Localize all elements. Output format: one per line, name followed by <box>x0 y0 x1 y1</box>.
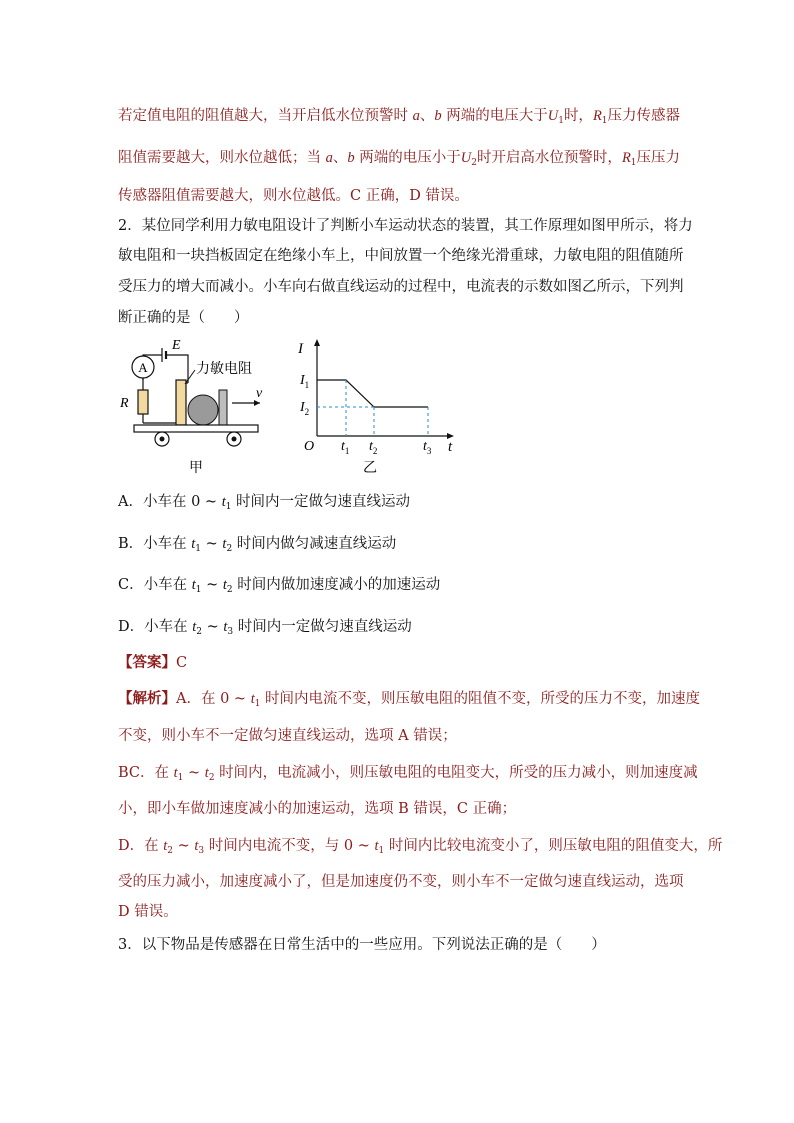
t2-label <box>369 439 377 456</box>
var-t: t <box>163 838 168 854</box>
velocity-label: v <box>256 386 263 401</box>
prev-answer-line-1 <box>118 106 681 131</box>
wheel-right-hub <box>232 437 237 442</box>
figure-jia-circuit <box>110 335 280 480</box>
figure-yi-caption: 乙 <box>363 460 377 476</box>
sensor-label: 力敏电阻 <box>196 361 252 377</box>
figure-jia-caption: 甲 <box>189 460 203 476</box>
text: B．小车在 <box>118 536 192 552</box>
subscript: 2 <box>167 846 174 856</box>
text: 时开启高水位预警时， <box>476 150 622 166</box>
option-b <box>118 534 678 559</box>
subscript: 2 <box>226 544 233 554</box>
text: BC．在 <box>118 765 174 781</box>
ball-icon <box>188 395 218 425</box>
I2-sub: 2 <box>304 407 310 417</box>
t1-sub: 1 <box>344 446 350 456</box>
text: D．在 <box>118 838 164 854</box>
y-axis-label: I <box>298 341 303 357</box>
analysis-p2-line-2: 小，即小车做加速度减小的加速运动，选项 B 错误，C 正确； <box>118 801 517 817</box>
var-R: R <box>621 150 631 166</box>
I1-label <box>299 373 309 390</box>
origin-label: O <box>304 439 315 454</box>
text: C．小车在 <box>118 577 192 593</box>
I1-letter: I <box>300 373 305 388</box>
I2-label <box>299 400 309 417</box>
var-t: t <box>192 619 197 635</box>
question2-line-3: 受压力的增大而减小。小车向右做直线运动的过程中，电流表的示数如图乙所示，下列判 <box>118 279 684 295</box>
question2-line-4: 断正确的是（ ） <box>118 310 249 326</box>
analysis-p1-line-1 <box>118 689 701 714</box>
text: 时间内做加速度减小的加速运动 <box>232 577 441 593</box>
wheel-left-hub <box>160 437 165 442</box>
t3-letter: t <box>423 439 427 454</box>
subscript: 1 <box>378 846 385 856</box>
figure-yi-graph <box>290 335 465 480</box>
subscript: 2 <box>208 773 215 783</box>
text: 两端的电压小于 <box>354 150 461 166</box>
force-sensor-icon <box>176 380 186 425</box>
answer-line <box>118 653 678 673</box>
sensor-pointer <box>185 370 195 384</box>
var-t: t <box>221 494 226 510</box>
text: 时间内一定做匀速直线运动 <box>233 619 412 635</box>
var-t: t <box>173 765 178 781</box>
var-U: U <box>547 108 559 124</box>
var-a: a <box>412 108 420 124</box>
var-R: R <box>592 108 602 124</box>
subscript: 1 <box>195 585 202 595</box>
subscript: 3 <box>198 846 205 856</box>
var-t: t <box>222 536 227 552</box>
subscript: 1 <box>225 502 232 512</box>
var-t: t <box>250 691 255 707</box>
text: 时间内电流不变，则压敏电阻的阻值不变，所受的压力不变，加速度 <box>260 691 701 707</box>
option-d <box>118 617 678 642</box>
var-t: t <box>204 765 209 781</box>
t2-letter: t <box>369 439 373 454</box>
wire-top-right <box>166 355 188 383</box>
text: 两端的电压大于 <box>441 108 548 124</box>
text: ~ <box>201 536 223 552</box>
text: A．小车在 0 ~ <box>118 494 222 510</box>
text: 时间内，电流减小，则压敏电阻的电阻变大，所受的压力减小，则加速度减 <box>214 765 698 781</box>
analysis-p3-line-3: D 错误。 <box>118 904 178 920</box>
prev-answer-line-2 <box>118 148 681 173</box>
question2-line-2: 敏电阻和一块挡板固定在绝缘小车上，中间放置一个绝缘光滑重球，力敏电阻的阻值随所 <box>118 248 684 264</box>
var-b: b <box>347 150 355 166</box>
text: 阻值需要越大，则水位越低；当 <box>118 150 326 166</box>
var-t: t <box>222 577 227 593</box>
t3-sub: 3 <box>426 446 432 456</box>
resistor-label: R <box>120 396 129 411</box>
var-U: U <box>460 150 472 166</box>
t1-label <box>341 439 349 456</box>
option-a <box>118 492 678 517</box>
prev-answer-line-3: 传感器阻值需要越大，则水位越低。C 正确，D 错误。 <box>118 188 469 204</box>
text: 时间内做匀减速直线运动 <box>232 536 397 552</box>
t2-sub: 2 <box>372 446 378 456</box>
I1-sub: 1 <box>304 380 310 390</box>
text: 、 <box>419 108 435 124</box>
subscript: 1 <box>601 116 608 126</box>
analysis-p3-line-1 <box>118 836 723 861</box>
var-b: b <box>434 108 442 124</box>
answer-tag: 【答案】 <box>118 654 176 671</box>
text: ~ <box>183 765 205 781</box>
question3-line-1: 3．以下物品是传感器在日常生活中的一些应用。下列说法正确的是（ ） <box>118 937 606 953</box>
text: 、 <box>332 150 348 166</box>
text: D．小车在 <box>118 619 193 635</box>
analysis-p1-line-2: 不变，则小车不一定做匀速直线运动，选项 A 错误； <box>118 728 457 744</box>
ammeter-label: A <box>138 360 148 375</box>
y-axis-arrow <box>314 339 320 346</box>
analysis-p3-line-2: 受的压力减小，加速度减小了，但是加速度仍不变，则小车不一定做匀速直线运动，选项 <box>118 874 684 890</box>
text: 压力传感器 <box>607 108 681 124</box>
subscript: 1 <box>177 773 184 783</box>
text: ~ <box>173 838 195 854</box>
current-curve <box>317 380 428 407</box>
text: 若定值电阻的阻值越大，当开启低水位预警时 <box>118 108 413 124</box>
subscript: 1 <box>254 699 261 709</box>
baffle-icon <box>219 390 227 425</box>
resistor-icon <box>138 390 148 414</box>
subscript: 1 <box>630 158 637 168</box>
var-t: t <box>374 838 379 854</box>
subscript: 2 <box>196 627 202 637</box>
option-c <box>118 575 678 600</box>
text: 时间内一定做匀速直线运动 <box>231 494 411 510</box>
subscript: 2 <box>471 158 477 168</box>
subscript: 1 <box>195 544 202 554</box>
text: 时间内电流不变，与 0 ~ <box>204 838 375 854</box>
I2-letter: I <box>300 400 305 415</box>
answer-value: C <box>176 655 188 671</box>
emf-label: E <box>172 338 181 353</box>
text: 时间内比较电流变小了，则压敏电阻的阻值变大，所 <box>384 838 723 854</box>
var-t: t <box>223 619 228 635</box>
analysis-p2-line-1 <box>118 763 698 788</box>
subscript: 2 <box>226 585 233 595</box>
var-t: t <box>191 577 196 593</box>
var-t: t <box>194 838 199 854</box>
text: 压压力 <box>636 150 681 166</box>
t1-letter: t <box>341 439 345 454</box>
analysis-tag: 【解析】 <box>118 690 176 707</box>
cart-body <box>134 425 258 432</box>
subscript: 1 <box>558 116 564 126</box>
subscript: 3 <box>227 627 234 637</box>
x-axis-label: t <box>448 439 453 455</box>
t3-label <box>423 439 432 456</box>
text: ~ <box>202 619 224 635</box>
text: 时， <box>563 108 593 124</box>
text: ~ <box>201 577 223 593</box>
var-a: a <box>325 150 333 166</box>
var-t: t <box>191 536 196 552</box>
question2-line-1: 2．某位同学利用力敏电阻设计了判断小车运动状态的装置，其工作原理如图甲所示，将力 <box>118 218 693 234</box>
text: A．在 0 ~ <box>176 691 251 707</box>
